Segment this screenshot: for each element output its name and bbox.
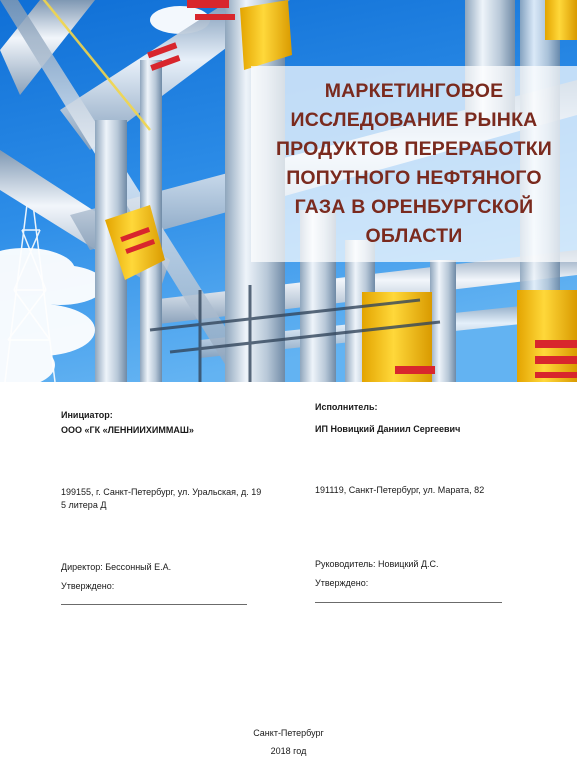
initiator-heading: Инициатор:: [61, 410, 113, 420]
executor-signature-line: [315, 602, 502, 603]
executor-head: Руководитель: Новицкий Д.С.: [315, 559, 439, 569]
title-line: ПОПУТНОГО НЕФТЯНОГО: [286, 167, 542, 189]
footer-year: 2018 год: [270, 746, 307, 756]
executor-heading: Исполнитель:: [315, 402, 378, 412]
initiator-address-line1: 199155, г. Санкт-Петербург, ул. Уральская, д. 19: [61, 487, 262, 497]
executor-org: ИП Новицкий Даниил Сергеевич: [315, 424, 461, 434]
executor-approved-label: Утверждено:: [315, 578, 369, 588]
report-title: [266, 77, 562, 251]
title-line: ГАЗА В ОРЕНБУРГСКОЙ: [294, 196, 534, 218]
title-line: ПРОДУКТОВ ПЕРЕРАБОТКИ: [275, 138, 553, 160]
initiator-director: Директор: Бессонный Е.А.: [61, 562, 172, 572]
title-line: ОБЛАСТИ: [365, 225, 463, 247]
footer-city: Санкт-Петербург: [253, 728, 324, 738]
title-line: ИССЛЕДОВАНИЕ РЫНКА: [290, 109, 538, 131]
cover-photo-gas-plant-pipes: [0, 0, 577, 382]
initiator-address-line2: 5 литера Д: [61, 500, 107, 510]
initiator-approved-label: Утверждено:: [61, 581, 115, 591]
title-panel: [251, 66, 577, 262]
initiator-signature-line: [61, 604, 247, 605]
executor-address: 191119, Санкт-Петербург, ул. Марата, 82: [315, 485, 485, 495]
initiator-org: ООО «ГК «ЛЕННИИХИММАШ»: [61, 425, 194, 435]
title-line: МАРКЕТИНГОВОЕ: [324, 80, 504, 102]
